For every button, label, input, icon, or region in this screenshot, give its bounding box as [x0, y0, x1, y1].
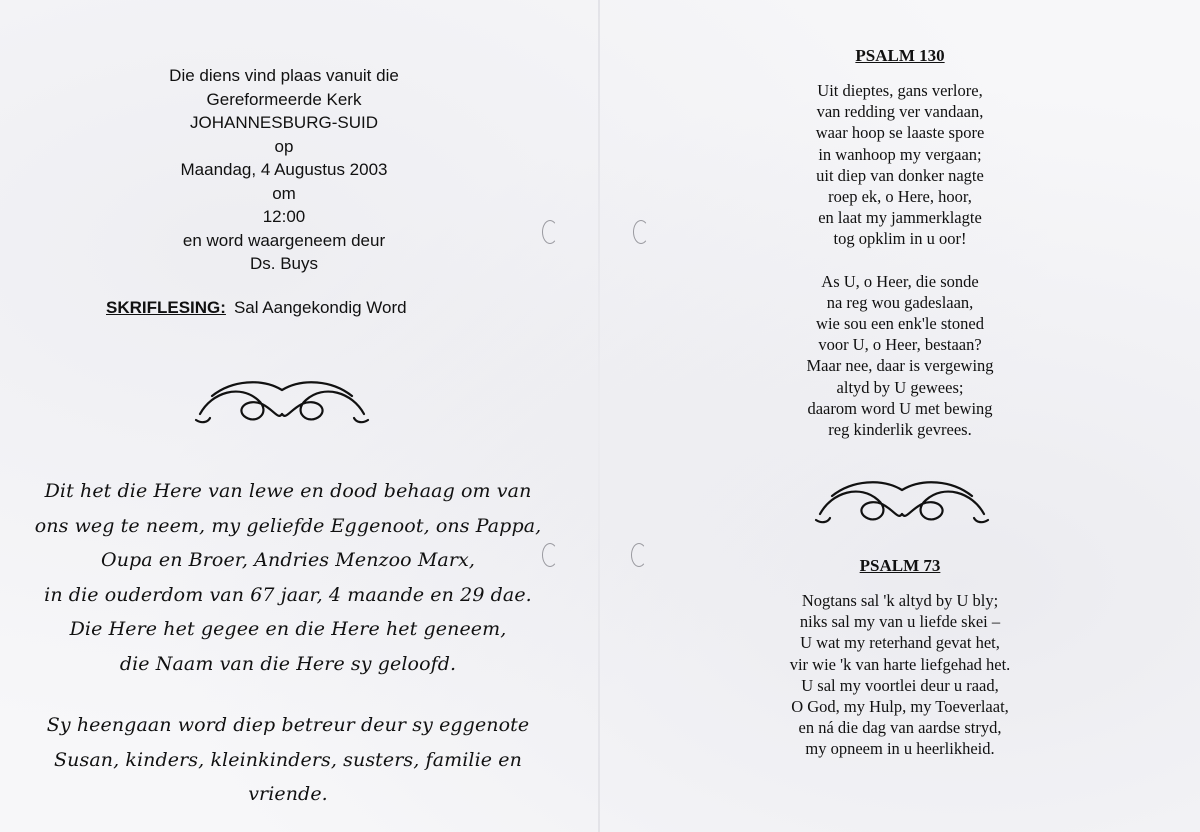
obituary-line: Susan, kinders, kleinkinders, susters, familie en vriende.	[54, 748, 522, 805]
obituary-line: Dit het die Here van lewe en dood behaag om van	[44, 480, 532, 502]
psalm-73	[750, 556, 1050, 760]
verse-line: O God, my Hulp, my Toeverlaat,	[791, 697, 1009, 717]
verse-line: daarom word U met bewing	[807, 398, 993, 418]
verse-line: niks sal my van u liefde skei –	[799, 612, 1001, 632]
obituary-line: Die Here het gegee en die Here het geneem,	[69, 618, 507, 640]
verse-line: altyd by U gewees;	[836, 377, 964, 397]
psalm-verse	[750, 590, 1050, 760]
verse-line: en laat my jammerklagte	[818, 208, 982, 228]
verse-line: tog opklim in u oor!	[833, 229, 967, 249]
right-page	[600, 0, 1200, 832]
psalm-title: PSALM 130	[855, 46, 945, 65]
verse-line: roep ek, o Here, hoor,	[828, 187, 972, 207]
flourish-ornament-icon	[812, 474, 992, 530]
verse-line: Maar nee, daar is vergewing	[806, 356, 994, 376]
service-line: JOHANNESBURG-SUID	[190, 113, 378, 132]
verse-line: na reg wou gadeslaan,	[826, 292, 974, 312]
psalm-130	[750, 46, 1050, 440]
service-line: en word waargeneem deur	[182, 230, 386, 250]
obituary-line: ons weg te neem, my geliefde Eggenoot, ons Pappa,	[34, 514, 542, 537]
service-line: Maandag, 4 Augustus 2003	[180, 160, 388, 179]
stanza-gap	[750, 250, 1050, 271]
service-line: om	[272, 183, 296, 203]
verse-line: in wanhoop my vergaan;	[818, 144, 982, 164]
service-line: op	[274, 136, 294, 156]
obituary-line: Oupa en Broer, Andries Menzoo Marx,	[101, 549, 475, 571]
service-line: Ds. Buys	[249, 254, 319, 273]
service-details	[60, 64, 508, 276]
scripture-reading-label: SKRIFLESING:	[106, 298, 226, 317]
scripture-reading	[106, 298, 546, 318]
verse-line: Uit dieptes, gans verlore,	[817, 81, 983, 100]
verse-line: uit diep van donker nagte	[816, 165, 984, 185]
verse-line: my opneem in u heerlikheid.	[805, 739, 995, 759]
psalm-title: PSALM 73	[859, 556, 941, 575]
service-line: 12:00	[262, 207, 306, 226]
verse-line: van redding ver vandaan,	[816, 102, 984, 122]
service-line: Die diens vind plaas vanuit die	[169, 66, 399, 85]
verse-line: voor U, o Heer, bestaan?	[818, 335, 982, 355]
paragraph-gap	[28, 681, 548, 708]
verse-line: en ná die dag van aardse stryd,	[798, 718, 1002, 738]
verse-line: waar hoop se laaste spore	[815, 123, 985, 143]
verse-line: U wat my reterhand gevat het,	[800, 633, 1000, 653]
obituary-line: Sy heengaan word diep betreur deur sy eggenote	[46, 714, 530, 736]
verse-line: wie sou een enk'le stoned	[816, 314, 984, 334]
service-line: Gereformeerde Kerk	[206, 89, 362, 109]
psalm-verse	[750, 80, 1050, 440]
obituary-line: in die ouderdom van 67 jaar, 4 maande en 29 dae.	[44, 583, 532, 606]
verse-line: reg kinderlik gevrees.	[828, 420, 972, 440]
obituary-line: die Naam van die Here sy geloofd.	[119, 652, 457, 675]
obituary-text	[28, 474, 548, 812]
verse-line: As U, o Heer, die sonde	[821, 271, 979, 291]
flourish-ornament-icon	[192, 374, 372, 430]
verse-line: Nogtans sal 'k altyd by U bly;	[801, 591, 999, 610]
left-page	[0, 0, 598, 832]
scripture-reading-value: Sal Aangekondig Word	[233, 298, 407, 317]
verse-line: vir wie 'k van harte liefgehad het.	[789, 654, 1011, 674]
verse-line: U sal my voortlei deur u raad,	[801, 675, 999, 695]
